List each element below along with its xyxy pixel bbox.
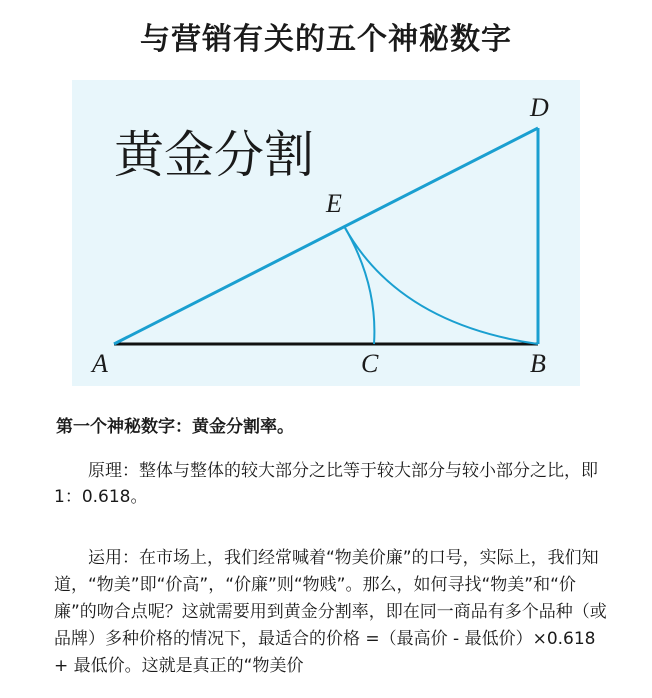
figure-caption: 黄金分割 xyxy=(114,126,314,184)
golden-ratio-figure xyxy=(72,80,580,386)
label-b: B xyxy=(530,349,546,378)
golden-ratio-diagram xyxy=(72,80,580,386)
label-d: D xyxy=(530,93,549,122)
page-title: 与营销有关的五个神秘数字 xyxy=(140,22,512,57)
application-paragraph: 运用：在市场上，我们经常喊着“物美价廉”的口号，实际上，我们知道，“物美”即“价高”，“价廉”则“物贱”。那么，如何寻找“物美”和“价廉”的吻合点呢？这就需要用到黄金分割率，即在同一商品有多个品种（或品牌）多种价格的情况下，最适合的价格 =（最高价 - 最低价）×0.618 + 最低价。这就是真正的“物美价 xyxy=(54,548,607,676)
section-heading: 第一个神秘数字：黄金分割率。 xyxy=(56,417,294,437)
label-c: C xyxy=(361,349,379,378)
arc-e-to-c xyxy=(344,226,374,344)
label-e: E xyxy=(326,189,342,218)
principle-paragraph: 原理：整体与整体的较大部分之比等于较大部分与较小部分之比，即1：0.618。 xyxy=(54,461,598,507)
arc-e-to-b xyxy=(344,226,538,344)
label-a: A xyxy=(92,349,108,378)
